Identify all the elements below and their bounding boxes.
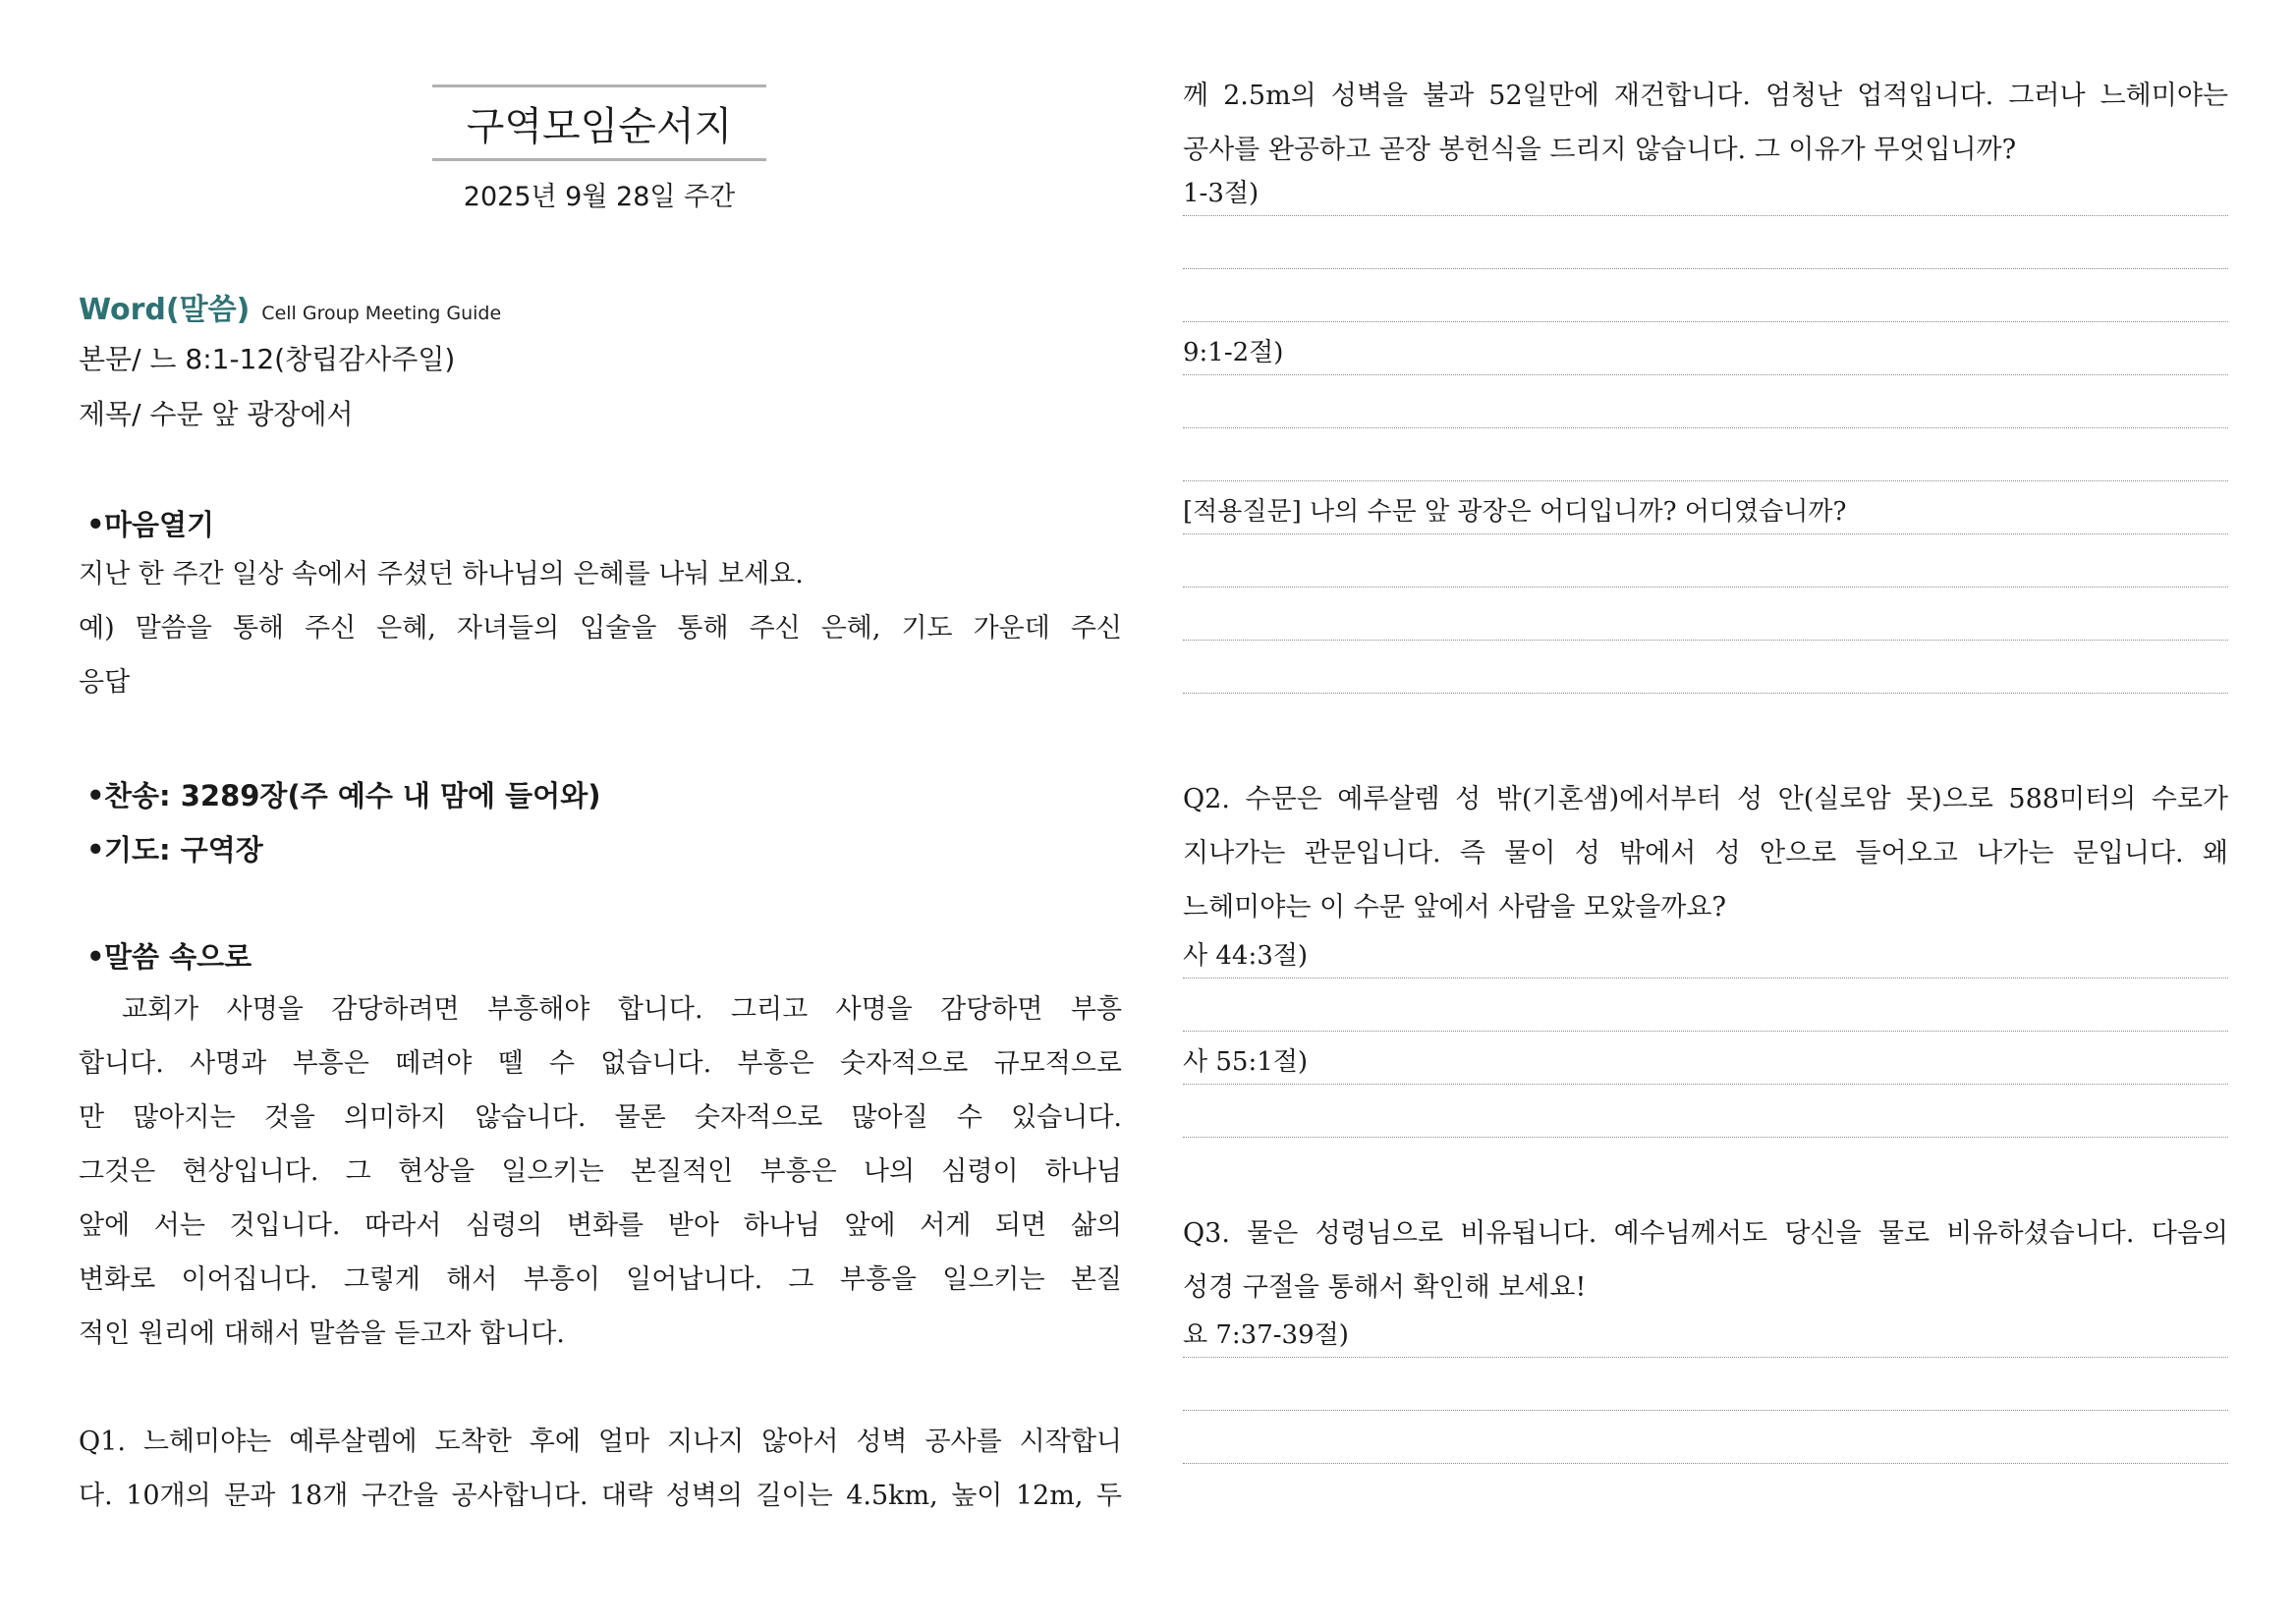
answer-line[interactable]	[1183, 979, 2228, 1032]
opening-heading	[79, 503, 214, 543]
into-word-line: 그것은 현상입니다. 그 현상을 일으키는 본질적인 부흥은 나의 심령이 하나님	[79, 1156, 1122, 1187]
into-word-line: 적인 원리에 대해서 말씀을 듣고자 합니다.	[79, 1318, 565, 1349]
answer-line[interactable]	[1183, 375, 2228, 428]
sermon-title-line: 제목/ 수문 앞 광장에서	[79, 398, 354, 430]
answer-line[interactable]	[1183, 428, 2228, 481]
word-heading	[79, 285, 501, 328]
q2-ref-1: 사 44:3절)	[1183, 941, 1309, 971]
answer-line[interactable]	[1183, 1358, 2228, 1411]
prayer-label: 기도: 구역장	[104, 833, 263, 867]
q1-answer-area	[1183, 163, 2228, 694]
hymn-line	[79, 774, 600, 814]
answer-line[interactable]	[1183, 534, 2228, 588]
q1-ref-2: 9:1-2절)	[1183, 338, 1284, 367]
q3-text	[1183, 1206, 2228, 1315]
answer-line[interactable]	[1183, 925, 2228, 979]
q3-ref-1: 요 7:37-39절)	[1183, 1320, 1349, 1350]
opening-line: 예) 말씀을 통해 주신 은혜, 자녀들의 입술을 통해 주신 은혜, 기도 가운데 주신	[79, 613, 1122, 644]
answer-line[interactable]	[1183, 1305, 2228, 1358]
q2-line: Q2. 수문은 예루살렘 성 밖(기혼샘)에서부터 성 안(실로암 못)으로 588미터의 수로가	[1183, 784, 2228, 814]
answer-line[interactable]	[1183, 322, 2228, 375]
answer-line[interactable]	[1183, 641, 2228, 694]
bullet-icon: •	[86, 779, 105, 812]
opening-line: 응답	[79, 667, 131, 698]
into-word-line: 합니다. 사명과 부흥은 떼려야 뗄 수 없습니다. 부흥은 숫자적으로 규모적으로	[79, 1048, 1122, 1079]
bullet-icon: •	[86, 833, 105, 867]
q1-line: 다. 10개의 문과 18개 구간을 공사합니다. 대략 성벽의 길이는 4.5km, 높이 12m, 두	[79, 1481, 1122, 1511]
into-word-line: 교회가 사명을 감당하려면 부흥해야 합니다. 그리고 사명을 감당하면 부흥	[122, 994, 1122, 1025]
into-word-line: 변화로 이어집니다. 그렇게 해서 부흥이 일어납니다. 그 부흥을 일으키는 본질	[79, 1264, 1122, 1295]
q1-text-right	[1183, 69, 2228, 177]
into-word-line: 만 많아지는 것을 의미하지 않습니다. 물론 숫자적으로 많아질 수 있습니다.	[79, 1102, 1122, 1133]
answer-line[interactable]	[1183, 269, 2228, 322]
into-word-text	[79, 982, 1122, 1361]
word-heading-title: Word(말씀)	[79, 293, 251, 327]
into-word-line: 앞에 서는 것입니다. 따라서 심령의 변화를 받아 하나님 앞에 서게 되면 삶의	[79, 1210, 1122, 1241]
q1-line: 공사를 완공하고 곧장 봉헌식을 드리지 않습니다. 그 이유가 무엇입니까?	[1183, 135, 2017, 165]
application-question: [적용질문] 나의 수문 앞 광장은 어디입니까? 어디였습니까?	[1183, 497, 1847, 527]
into-word-heading-label: 말씀 속으로	[104, 940, 252, 974]
q3-line: Q3. 물은 성령님으로 비유됩니다. 예수님께서도 당신을 물로 비유하셨습니다. 다음의	[1183, 1218, 2228, 1249]
q3-answer-area	[1183, 1305, 2228, 1464]
q2-line: 느헤미야는 이 수문 앞에서 사람을 모았을까요?	[1183, 892, 1726, 923]
answer-line[interactable]	[1183, 588, 2228, 641]
bullet-icon: •	[86, 940, 105, 974]
document-title: 구역모임순서지	[432, 84, 766, 161]
q1-line: 께 2.5m의 성벽을 불과 52일만에 재건합니다. 엄청난 업적입니다. 그러나 느헤미야는	[1183, 81, 2228, 111]
q1-line: Q1. 느헤미야는 예루살렘에 도착한 후에 얼마 지나지 않아서 성벽 공사를 시작합니	[79, 1427, 1122, 1457]
passage-line: 본문/ 느 8:1-12(창립감사주일)	[79, 343, 456, 375]
opening-line: 지난 한 주간 일상 속에서 주셨던 하나님의 은혜를 나눠 보세요.	[79, 559, 804, 589]
q2-ref-2: 사 55:1절)	[1183, 1047, 1309, 1077]
q3-line: 성경 구절을 통해서 확인해 보세요!	[1183, 1272, 1587, 1303]
opening-text	[79, 547, 1122, 709]
hymn-label: 찬송: 3289장(주 예수 내 맘에 들어와)	[104, 779, 601, 812]
answer-line[interactable]	[1183, 1032, 2228, 1085]
q2-line: 지나가는 관문입니다. 즉 물이 성 밖에서 성 안으로 들어오고 나가는 문입니다. 왜	[1183, 838, 2228, 868]
answer-line[interactable]	[1183, 481, 2228, 534]
answer-line[interactable]	[1183, 216, 2228, 269]
into-word-heading	[79, 935, 252, 976]
opening-heading-label: 마음열기	[104, 508, 215, 541]
bullet-icon: •	[86, 508, 105, 541]
q2-text	[1183, 772, 2228, 934]
prayer-line	[79, 828, 263, 868]
answer-line[interactable]	[1183, 1085, 2228, 1138]
q1-text-left	[79, 1415, 1122, 1523]
document-date: 2025년 9월 28일 주간	[463, 182, 736, 212]
answer-line[interactable]	[1183, 1411, 2228, 1464]
q2-answer-area	[1183, 925, 2228, 1138]
answer-line[interactable]	[1183, 163, 2228, 216]
q1-ref-1: 1-3절)	[1183, 179, 1260, 208]
word-heading-subtitle: Cell Group Meeting Guide	[261, 303, 502, 324]
